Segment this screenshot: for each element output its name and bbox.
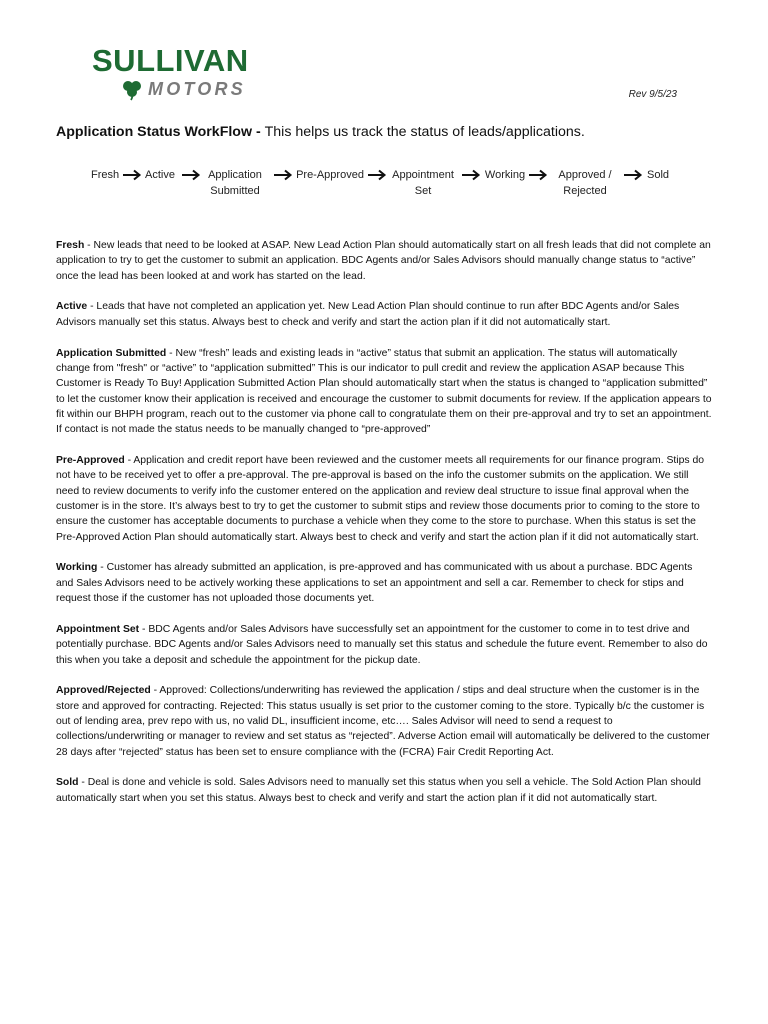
revision-date: Rev 9/5/23: [628, 89, 677, 100]
workflow-step-appointment-set: Appointment Set: [392, 169, 454, 197]
page-title: [56, 123, 736, 141]
section-working: [56, 560, 712, 606]
logo-brand-name: SULLIVAN: [92, 43, 249, 78]
heading-subtitle: This helps us track the status of leads/applications.: [264, 124, 585, 140]
section-text: - New “fresh” leads and existing leads in “active” status that submit an application. The status will automatically change from "fresh" or “active” to “application submitted” This is our indicator to pull credit and review the application ASAP because This Customer is Ready To Buy! Application Submitted Action Plan should automatically start when the status is changed to “application submitted” to let the customer know their application is received and encourage the customer to submit documents for review. If the application appears to fit within our BHPH program, reach out to the customer via phone call to congratulate them on their pre-approval and try to set an appointment. If contact is not made the status needs to be manually changed to “pre-approved”: [56, 347, 712, 436]
section-text: - Application and credit report have been reviewed and the customer meets all requirements for our finance program. Stips do not have to be received yet to offer a pre-approval. The pre-approval is based on the info the customer submits on the application. We still need to review documents to verify info the customer entered on the application and review deal structure to issue final approval when the customer is in the store. It’s always best to try to get the customer to submit stips and review those documents prior to coming to the store to ensure the customer has acceptable documents to purchase a vehicle when they come to the store to purchase. When this status is set the Pre-Approved Action Plan should automatically start. Always best to check and verify and start the action plan if it did not automatically start.: [56, 455, 705, 543]
arrow-right-icon: [461, 169, 481, 181]
section-approved-rejected: [56, 683, 712, 759]
section-text: - Customer has already submitted an application, is pre-approved and has communicated with us about a purchase. BDC Agents and Sales Advisors need to be actively working these applications to set an appointment and sell a car. Remember to check for stips and request those if the customer has not uploaded those documents yet.: [56, 562, 693, 605]
section-text: - Approved: Collections/underwriting has reviewed the application / stips and deal structure when the customer is in the store and approved for contracting. Rejected: This status usually is set prior to the customer coming to the store. Typically b/c the customer is out of lending area, prev repo with us, no valid DL, insufficient income, etc…. Sales Advisor will need to send a request to collections/underwriting or manager to review and set status as “rejected”. Adverse Action email will automatically be delivered to the customer 28 days after “rejected” status has been set to ensure compliance with the (FCRA) Fair Credit Reporting Act.: [56, 685, 710, 758]
arrow-right-icon: [623, 169, 643, 181]
workflow-step-working: Working: [484, 169, 526, 181]
status-descriptions: [56, 238, 712, 822]
arrow-right-icon: [273, 169, 293, 181]
logo-brand-sub: MOTORS: [148, 79, 246, 99]
section-pre-approved: [56, 453, 712, 545]
arrow-right-icon: [367, 169, 387, 181]
section-term: Approved/Rejected: [56, 685, 151, 697]
section-term: Appointment Set: [56, 623, 140, 635]
workflow-step-sold: Sold: [646, 169, 670, 181]
section-term: Application Submitted: [56, 347, 167, 359]
workflow-step-approved-rejected: Approved / Rejected: [558, 169, 612, 197]
section-term: Active: [56, 301, 88, 313]
section-term: Working: [56, 562, 98, 574]
workflow-step-pre-approved: Pre-Approved: [296, 169, 364, 181]
workflow-step-application-submitted: Application Submitted: [208, 169, 262, 197]
section-sold: [56, 775, 712, 806]
workflow-diagram: [84, 167, 684, 205]
heading-dash: -: [252, 124, 265, 140]
arrow-right-icon: [528, 169, 548, 181]
section-text: - Leads that have not completed an application yet. New Lead Action Plan should continue to run after BDC Agents and/or Sales Advisors manually set this status. Always best to check and verify and start the action plan if it did not automatically start.: [56, 301, 680, 328]
section-active: [56, 299, 712, 330]
section-term: Pre-Approved: [56, 455, 125, 467]
section-text: - Deal is done and vehicle is sold. Sales Advisors need to manually set this status when you sell a vehicle. The Sold Action Plan should automatically start when you set this status. Always best to check and verify and start the action plan if it did not automatically start.: [56, 777, 701, 804]
arrow-right-icon: [181, 169, 201, 181]
section-application-submitted: [56, 346, 712, 438]
section-text: - BDC Agents and/or Sales Advisors have successfully set an appointment for the customer to come in to test drive and potentially purchase. BDC Agents and/or Sales Advisors need to manually set this status and schedule the future event. Remember to also do this when you take a deposit and schedule the appointment for the pickup date.: [56, 623, 708, 666]
section-term: Fresh: [56, 240, 85, 251]
shamrock-icon: [120, 79, 144, 101]
section-text: - New leads that need to be looked at ASAP. New Lead Action Plan should automatically start on all fresh leads that did not complete an application to try to get the customer to submit an application. BDC Agents and/or Sales Advisors should manually change status to “active” once the lead has been looked at and work has started on the lead.: [56, 240, 711, 282]
workflow-step-active: Active: [145, 169, 175, 181]
section-appointment-set: [56, 622, 712, 668]
section-term: Sold: [56, 777, 79, 789]
workflow-step-fresh: Fresh: [91, 169, 120, 181]
section-fresh: [56, 238, 712, 284]
arrow-right-icon: [122, 169, 142, 181]
company-logo: [92, 44, 262, 104]
heading-title: Application Status WorkFlow: [56, 124, 253, 140]
